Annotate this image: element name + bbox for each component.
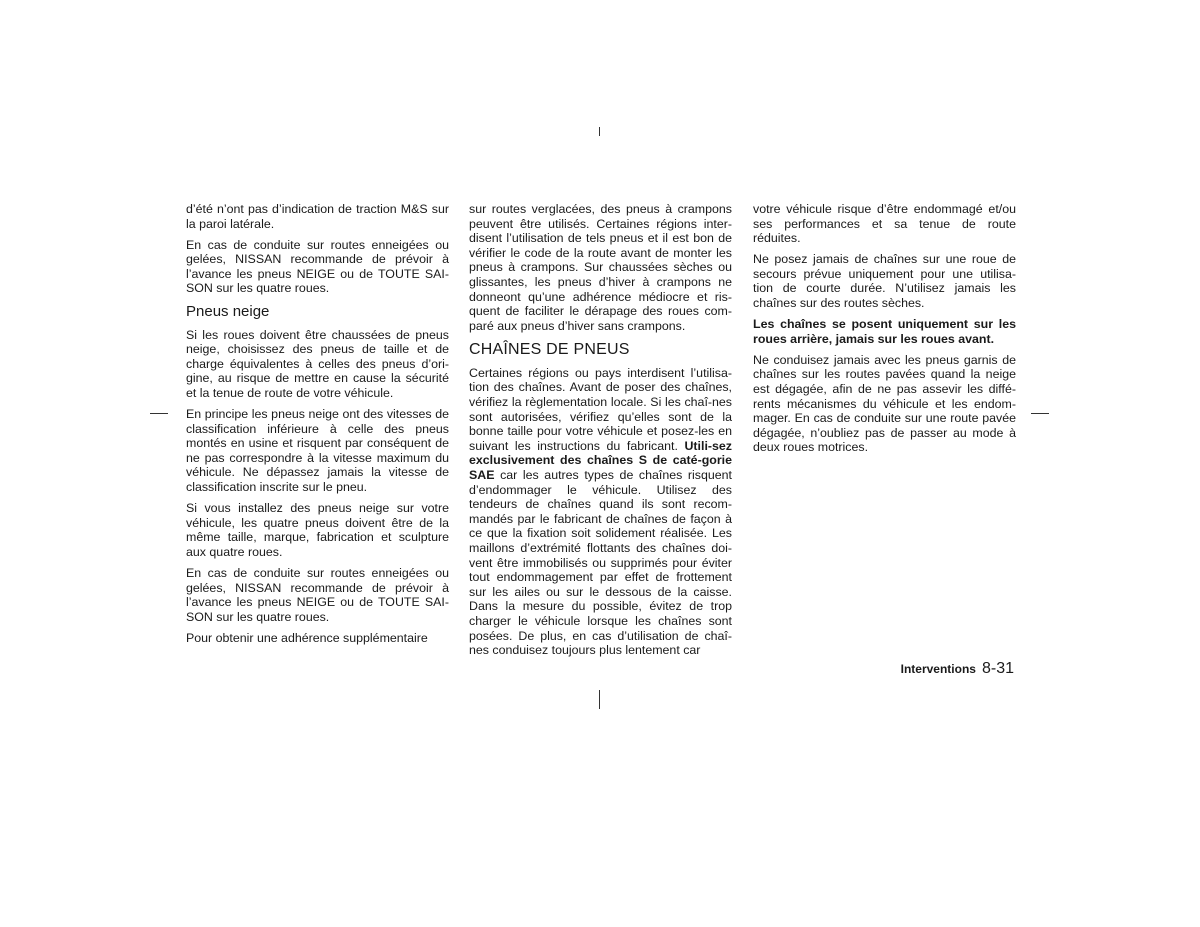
paragraph: Pour obtenir une adhérence supplémentaire — [186, 630, 428, 645]
paragraph-bold-warning — [753, 317, 1016, 346]
section-heading-chaines: CHAÎNES DE PNEUS — [469, 340, 630, 358]
bold-warning: Utili-sez exclusivement des chaînes S de caté-gorie SAE — [469, 438, 732, 482]
paragraph: sur routes verglacées, des pneus à crampons peuvent être utilisés. Certaines régions inter-disent l’utilisation de tels pneus et il est bon de vérifier le code de la route avant de monter les pneus à crampons. Sur chaussées sèches ou glissantes, les pneus d’hiver à crampons ne donneont qu’une adhérence médiocre et ris-quent de faciliter le dérapage des roues com-paré aux pneus d’hiver sans crampons. — [469, 202, 732, 333]
crop-mark-top — [599, 127, 600, 136]
paragraph: Ne posez jamais de chaînes sur une roue de secours prévue uniquement pour une utilisa-tion de courte durée. N’utilisez jamais les chaînes sur des routes sèches. — [753, 252, 1016, 311]
paragraph-text: car les autres types de chaînes risquent d’endommager le véhicule. Utilisez des tendeurs de chaînes quand ils sont recom-mandés par le fabricant de chaînes de façon à ce que la fixation soit solidement réalisée. Les maillons d’extrémité flottants des chaînes doi-vent être immobilisés ou supprimés pour éviter tout endommagement par effet de frottement sur les ailes ou sur le dessous de la caisse. Dans la mesure du possible, évitez de trop charger le véhicule lorsque les chaînes sont posées. De plus, en cas d’utilisation de chaî-nes conduisez toujours plus lentement car — [469, 468, 732, 658]
bold-warning: Les chaînes se posent uniquement sur les roues arrière, jamais sur les roues avant. — [753, 317, 1016, 346]
crop-mark-right — [1031, 413, 1049, 414]
footer-section-name: Interventions — [900, 662, 976, 676]
crop-mark-bottom — [599, 690, 600, 709]
page-number: 8-31 — [981, 660, 1014, 677]
crop-mark-left — [150, 413, 168, 414]
paragraph: En cas de conduite sur routes enneigées ou gelées, NISSAN recommande de prévoir à l’avance les pneus NEIGE ou de TOUTE SAI-SON sur les quatre roues. — [186, 237, 449, 296]
paragraph: d’été n’ont pas d’indication de traction M&S sur la paroi latérale. — [186, 202, 449, 231]
paragraph-text: Certaines régions ou pays interdisent l’utilisa-tion des chaînes. Avant de poser des chaînes, vérifiez la règlementation locale. Si les chaî-nes sont autorisées, vérifiez qu’elles sont de la bonne taille pour votre véhicule et posez-les en suivant les instructions du fabricant. — [469, 365, 732, 453]
paragraph: En principe les pneus neige ont des vitesses de classification inférieure à celle des pneus montés en usine et risquent par conséquent de ne pas correspondre à la vitesse maximum du véhicule. Ne dépassez jamais la vitesse de classification inscrite sur le pneu. — [186, 407, 449, 494]
page-footer — [901, 660, 1014, 678]
text-column-left — [186, 202, 449, 652]
paragraph: votre véhicule risque d’être endommagé et/ou ses performances et sa tenue de route réduites. — [753, 202, 1016, 246]
paragraph: En cas de conduite sur routes enneigées ou gelées, NISSAN recommande de prévoir à l’avance les pneus NEIGE ou de TOUTE SAI-SON sur les quatre roues. — [186, 565, 449, 624]
subheading-pneus-neige: Pneus neige — [186, 302, 270, 320]
paragraph: Si vous installez des pneus neige sur votre véhicule, les quatre pneus doivent être de la même taille, marque, fabrication et sculpture aux quatre roues. — [186, 501, 449, 559]
text-column-middle — [469, 202, 732, 664]
text-column-right — [753, 202, 1016, 462]
paragraph — [469, 366, 732, 658]
paragraph: Ne conduisez jamais avec les pneus garnis de chaînes sur les routes pavées quand la neige est dégagée, afin de ne pas assevir les diffé-rents mécanismes du véhicule et les endom-mager. En cas de conduite sur une route pavée dégagée, n’oubliez pas de passer au mode à deux roues motrices. — [753, 352, 1016, 455]
paragraph: Si les roues doivent être chaussées de pneus neige, choisissez des pneus de taille et de charge équivalentes à celles des pneus d’ori-gine, au risque de mettre en cause la sécurité et la tenue de route de votre véhicule. — [186, 327, 449, 400]
